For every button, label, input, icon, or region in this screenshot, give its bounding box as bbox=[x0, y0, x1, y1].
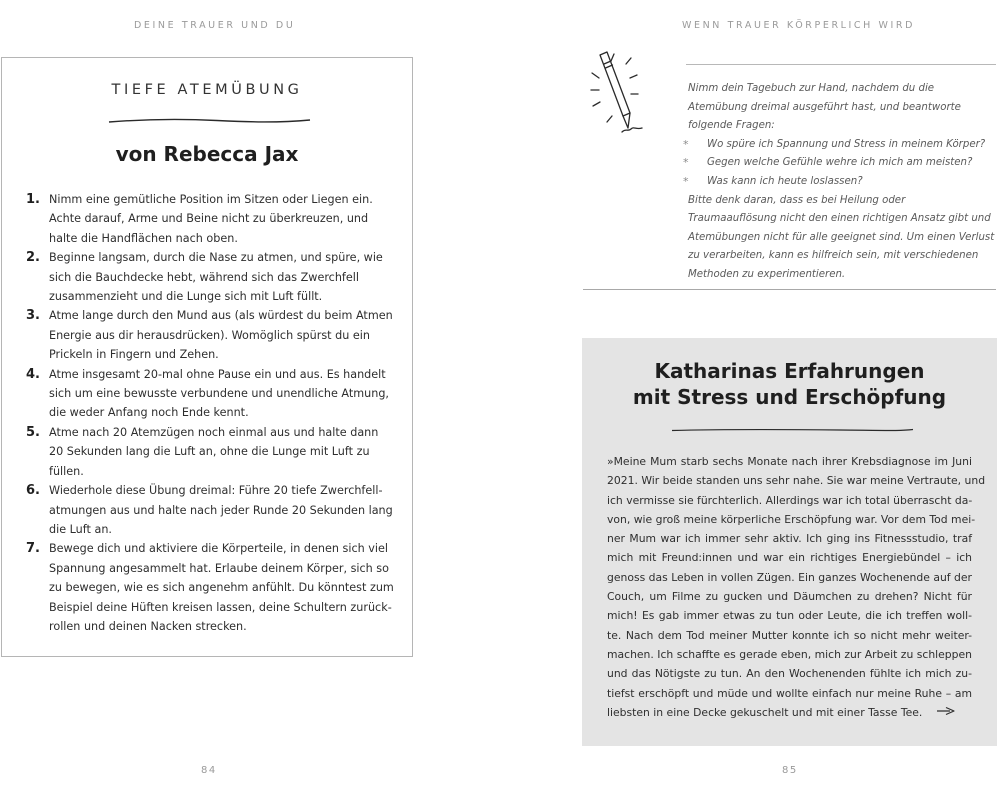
step-text: Atme nach 20 Atemzügen noch einmal aus und halte dann 20 Sekunden lang die Luft an, ohne die Lunge mit Luft zu füllen. bbox=[49, 425, 379, 478]
story-box bbox=[582, 338, 997, 746]
journal-top-rule bbox=[686, 64, 996, 65]
story-divider bbox=[670, 426, 915, 434]
step-text: Bewege dich und aktiviere die Körperteile, in denen sich viel Spannung angesammelt hat. Erlaube deinem Körper, sich so zu bewegen, wie es sich angenehm anfühlt. Du könntest zum Beispiel deine Hüften kreisen lassen, deine Schultern zurück-rollen und deinen Nacken strecken. bbox=[49, 542, 394, 633]
journal-bottom-rule bbox=[583, 289, 996, 290]
step-number: 3. bbox=[26, 308, 40, 324]
journal-prompt bbox=[683, 80, 996, 285]
running-head-right: WENN TRAUER KÖRPERLICH WIRD bbox=[682, 20, 916, 31]
page-number-left: 84 bbox=[201, 765, 217, 776]
continue-arrow-icon bbox=[936, 706, 956, 716]
step-item bbox=[24, 306, 394, 364]
step-item bbox=[24, 423, 394, 481]
step-item bbox=[24, 539, 394, 636]
step-item bbox=[24, 248, 394, 306]
steps-list bbox=[24, 190, 394, 636]
step-number: 5. bbox=[26, 424, 40, 440]
star-bullet-icon: * bbox=[683, 137, 689, 151]
story-text: »Meine Mum starb sechs Monate nach ihrer Krebsdiagnose im Juni 2021. Wir beide standen uns sehr nahe. Sie war meine Vertraute, und ich vermisse sie fürchterlich. Allerdings war ich total überrascht da- von, wie groß meine körperliche Erschöpfung war. Vor dem Tod mei- ner Mum war ich immer sehr aktiv. Ich ging ins Fitnessstudio, traf mich mit Freund:innen und war ein richtiges Energiebündel – ich genoss das Leben in vollen Zügen. Ein ganzes Wochenende auf der Couch, um Filme zu gucken und Däumchen zu drehen? Nicht für mich! Es gab immer etwas zu tun oder Leute, die ich treffen woll- te. Nach dem Tod meiner Mutter konnte ich so nicht mehr weiter- machen. Ich schaffte es gerade eben, mich zur Arbeit zu schleppen und das Nötigste zu tun. An den Wochenenden fühlte ich mich zu- tiefst erschöpft und müde und wollte einfach nur meine Ruhe – am liebsten in eine Decke gekuschelt und mit einer Tasse Tee. bbox=[607, 455, 986, 719]
journal-question: * Was kann ich heute loslassen? bbox=[688, 173, 996, 192]
step-item bbox=[24, 190, 394, 248]
step-item bbox=[24, 481, 394, 539]
step-text: Wiederhole diese Übung dreimal: Führe 20 tiefe Zwerchfell-atmungen aus und halte nach jeder Runde 20 Sekunden lang die Luft an. bbox=[49, 484, 393, 536]
star-bullet-icon: * bbox=[683, 174, 689, 188]
exercise-author: von Rebecca Jax bbox=[115, 142, 299, 166]
step-number: 1. bbox=[26, 192, 40, 207]
journal-questions bbox=[683, 136, 996, 192]
journal-question: * Wo spüre ich Spannung und Stress in meinem Körper? bbox=[688, 136, 996, 155]
step-text: Atme lange durch den Mund aus (als würdest du beim Atmen Energie aus dir herausdrücken). Womöglich spürst du ein Prickeln in Fingern und Zehen. bbox=[49, 309, 393, 362]
exercise-box bbox=[1, 57, 413, 657]
running-head-left: DEINE TRAUER UND DU bbox=[134, 20, 296, 31]
step-item bbox=[24, 365, 394, 423]
step-text: Beginne langsam, durch die Nase zu atmen, und spüre, wie sich die Bauchdecke hebt, während sich das Zwerchfell zusammenzieht und die Lunge sich mit Luft füllt. bbox=[49, 251, 383, 304]
journal-note: Bitte denk daran, dass es bei Heilung oder Traumaauflösung nicht den einen richtigen Ansatz gibt und Atemübungen nicht für alle geeignet sind. Um einen Verlust zu verarbeiten, kann es hilfreich sein, mit verschiedenen Methoden zu experimentieren. bbox=[688, 194, 995, 280]
step-number: 7. bbox=[26, 541, 40, 557]
journal-question: * Gegen welche Gefühle wehre ich mich am meisten? bbox=[688, 154, 996, 173]
step-text: Nimm eine gemütliche Position im Sitzen oder Liegen ein. Achte darauf, Arme und Beine nicht zu überkreuzen, und halte die Handflächen nach oben. bbox=[49, 193, 373, 245]
journal-intro: Nimm dein Tagebuch zur Hand, nachdem du die Atemübung dreimal ausgeführt hast, und beantworte folgende Fragen: bbox=[688, 83, 961, 132]
story-heading: Katharinas Erfahrungen mit Stress und Erschöpfung bbox=[632, 359, 947, 409]
step-number: 2. bbox=[26, 250, 40, 266]
step-number: 6. bbox=[26, 483, 40, 499]
title-divider bbox=[107, 116, 312, 126]
star-bullet-icon: * bbox=[683, 156, 689, 170]
step-number: 4. bbox=[26, 366, 40, 382]
exercise-title: TIEFE ATEMÜBUNG bbox=[111, 82, 303, 98]
page-number-right: 85 bbox=[782, 765, 798, 776]
pen-icon bbox=[590, 48, 662, 140]
step-text: Atme insgesamt 20-mal ohne Pause ein und aus. Es handelt sich um eine bewusste verbundene und unendliche Atmung, die weder Anfang noch Ende kennt. bbox=[49, 367, 389, 420]
